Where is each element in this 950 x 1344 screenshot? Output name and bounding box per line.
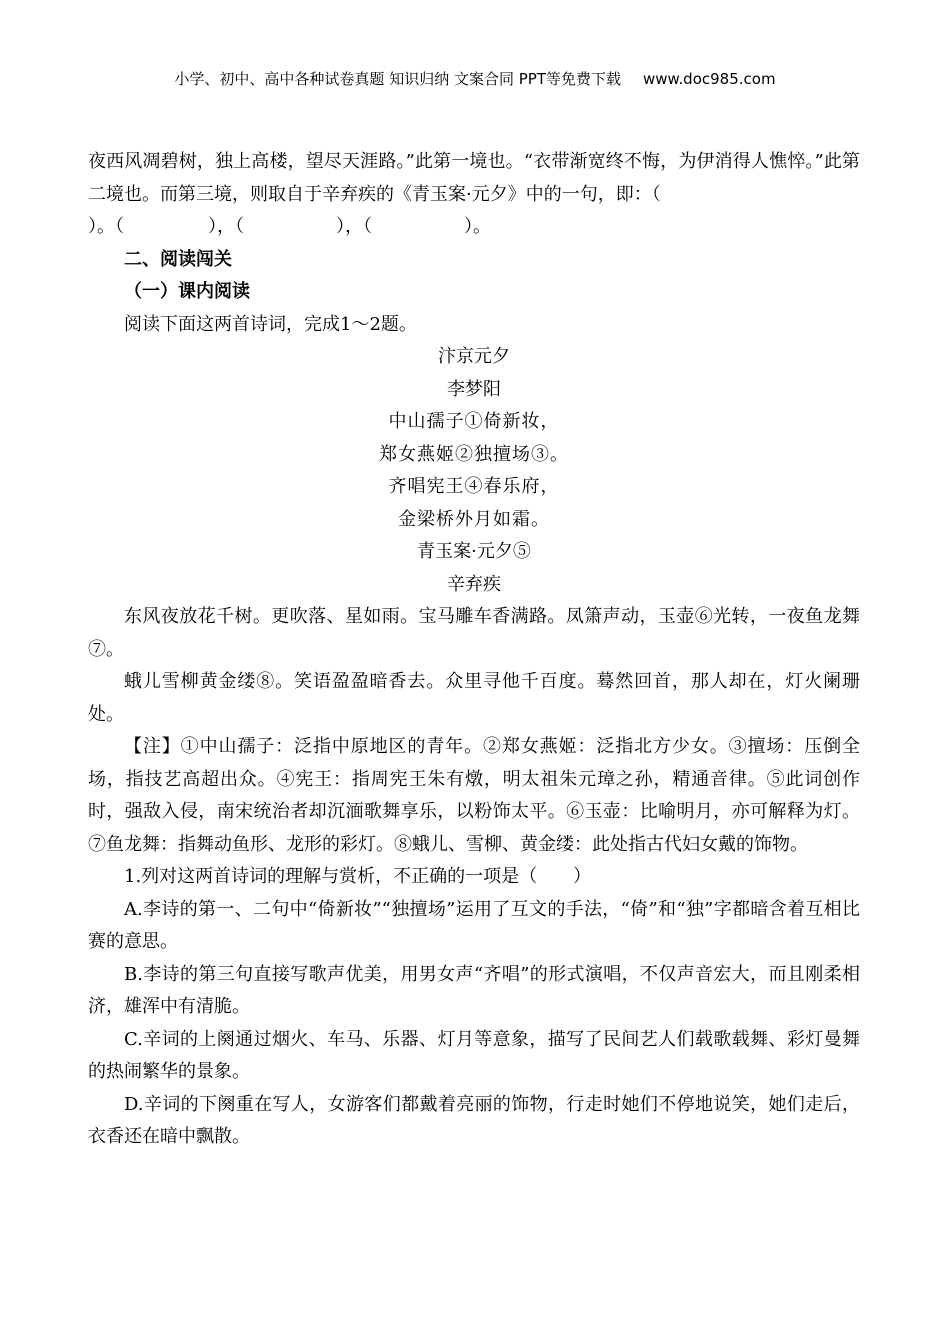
header-url[interactable]: www.doc985.com <box>642 70 776 88</box>
page-header <box>0 68 950 89</box>
poem1-line: 中山孺子①倚新妆， <box>388 411 560 432</box>
instruction: 阅读下面这两首诗词，完成1～2题。 <box>124 313 417 335</box>
section-title: 二、阅读闯关 <box>124 248 232 270</box>
poem1-line: 齐唱宪王④春乐府， <box>388 476 560 497</box>
section-subtitle: （一）课内阅读 <box>124 281 250 302</box>
poem1-line: 郑女燕姬②独擅场③。 <box>379 443 569 465</box>
poem2-stanza: 蛾儿雪柳黄金缕⑧。笑语盈盈暗香去。众里寻他千百度。蓦然回首，那人却在，灯火阑珊处。 <box>88 671 860 725</box>
poem1-author: 李梦阳 <box>447 378 501 400</box>
poem2-stanza: 东风夜放花千树。更吹落、星如雨。宝马雕车香满路。凤箫声动，玉壶⑥光转，一夜鱼龙舞⑦。 <box>88 606 860 660</box>
notes: 【注】①中山孺子：泛指中原地区的青年。②郑女燕姬：泛指北方少女。③擅场：压倒全场，指技艺高超出众。④宪王：指周宪王朱有燉，明太祖朱元璋之孙，精通音律。⑤此词创作时，强敌入侵，南宋统治者却沉湎歌舞享乐，以粉饰太平。⑥玉壶：比喻明月，亦可解释为灯。⑦鱼龙舞：指舞动鱼形、龙形的彩灯。⑧蛾儿、雪柳、黄金缕：此处指古代妇女戴的饰物。 <box>88 736 860 855</box>
poem2-title: 青玉案·元夕⑤ <box>417 541 531 562</box>
intro-paragraph: 夜西风凋碧树，独上高楼，望尽天涯路。”此第一境也。“衣带渐宽终不悔，为伊消得人憔悴。”此第二境也。而第三境，则取自于辛弃疾的《青玉案·元夕》中的一句，即：（ ）。（ ），（ ），（ ）。 <box>88 151 860 237</box>
document-body <box>88 146 860 1154</box>
question-option: C.辛词的上阕通过烟火、车马、乐器、灯月等意象，描写了民间艺人们载歌载舞、彩灯曼舞的热闹繁华的景象。 <box>88 1028 860 1082</box>
question-option: D.辛词的下阕重在写人，女游客们都戴着亮丽的饰物，行走时她们不停地说笑，她们走后，衣香还在暗中飘散。 <box>88 1093 860 1147</box>
poem1-title: 汴京元夕 <box>438 346 510 367</box>
question-option: A.李诗的第一、二句中“倚新妆”“独擅场”运用了互文的手法，“倚”和“独”字都暗含着互相比赛的意思。 <box>88 898 860 952</box>
question-option: B.李诗的第三句直接写歌声优美，用男女声“齐唱”的形式演唱，不仅声音宏大，而且刚柔相济，雄浑中有清脆。 <box>88 963 860 1017</box>
poem1-line: 金梁桥外月如霜。 <box>398 508 550 530</box>
question-stem: 1.列对这两首诗词的理解与赏析，不正确的一项是（ ） <box>124 866 592 887</box>
header-text: 小学、初中、高中各种试卷真题 知识归纳 文案合同 PPT等免费下载 <box>174 70 621 88</box>
poem2-author: 辛弃疾 <box>447 573 501 595</box>
